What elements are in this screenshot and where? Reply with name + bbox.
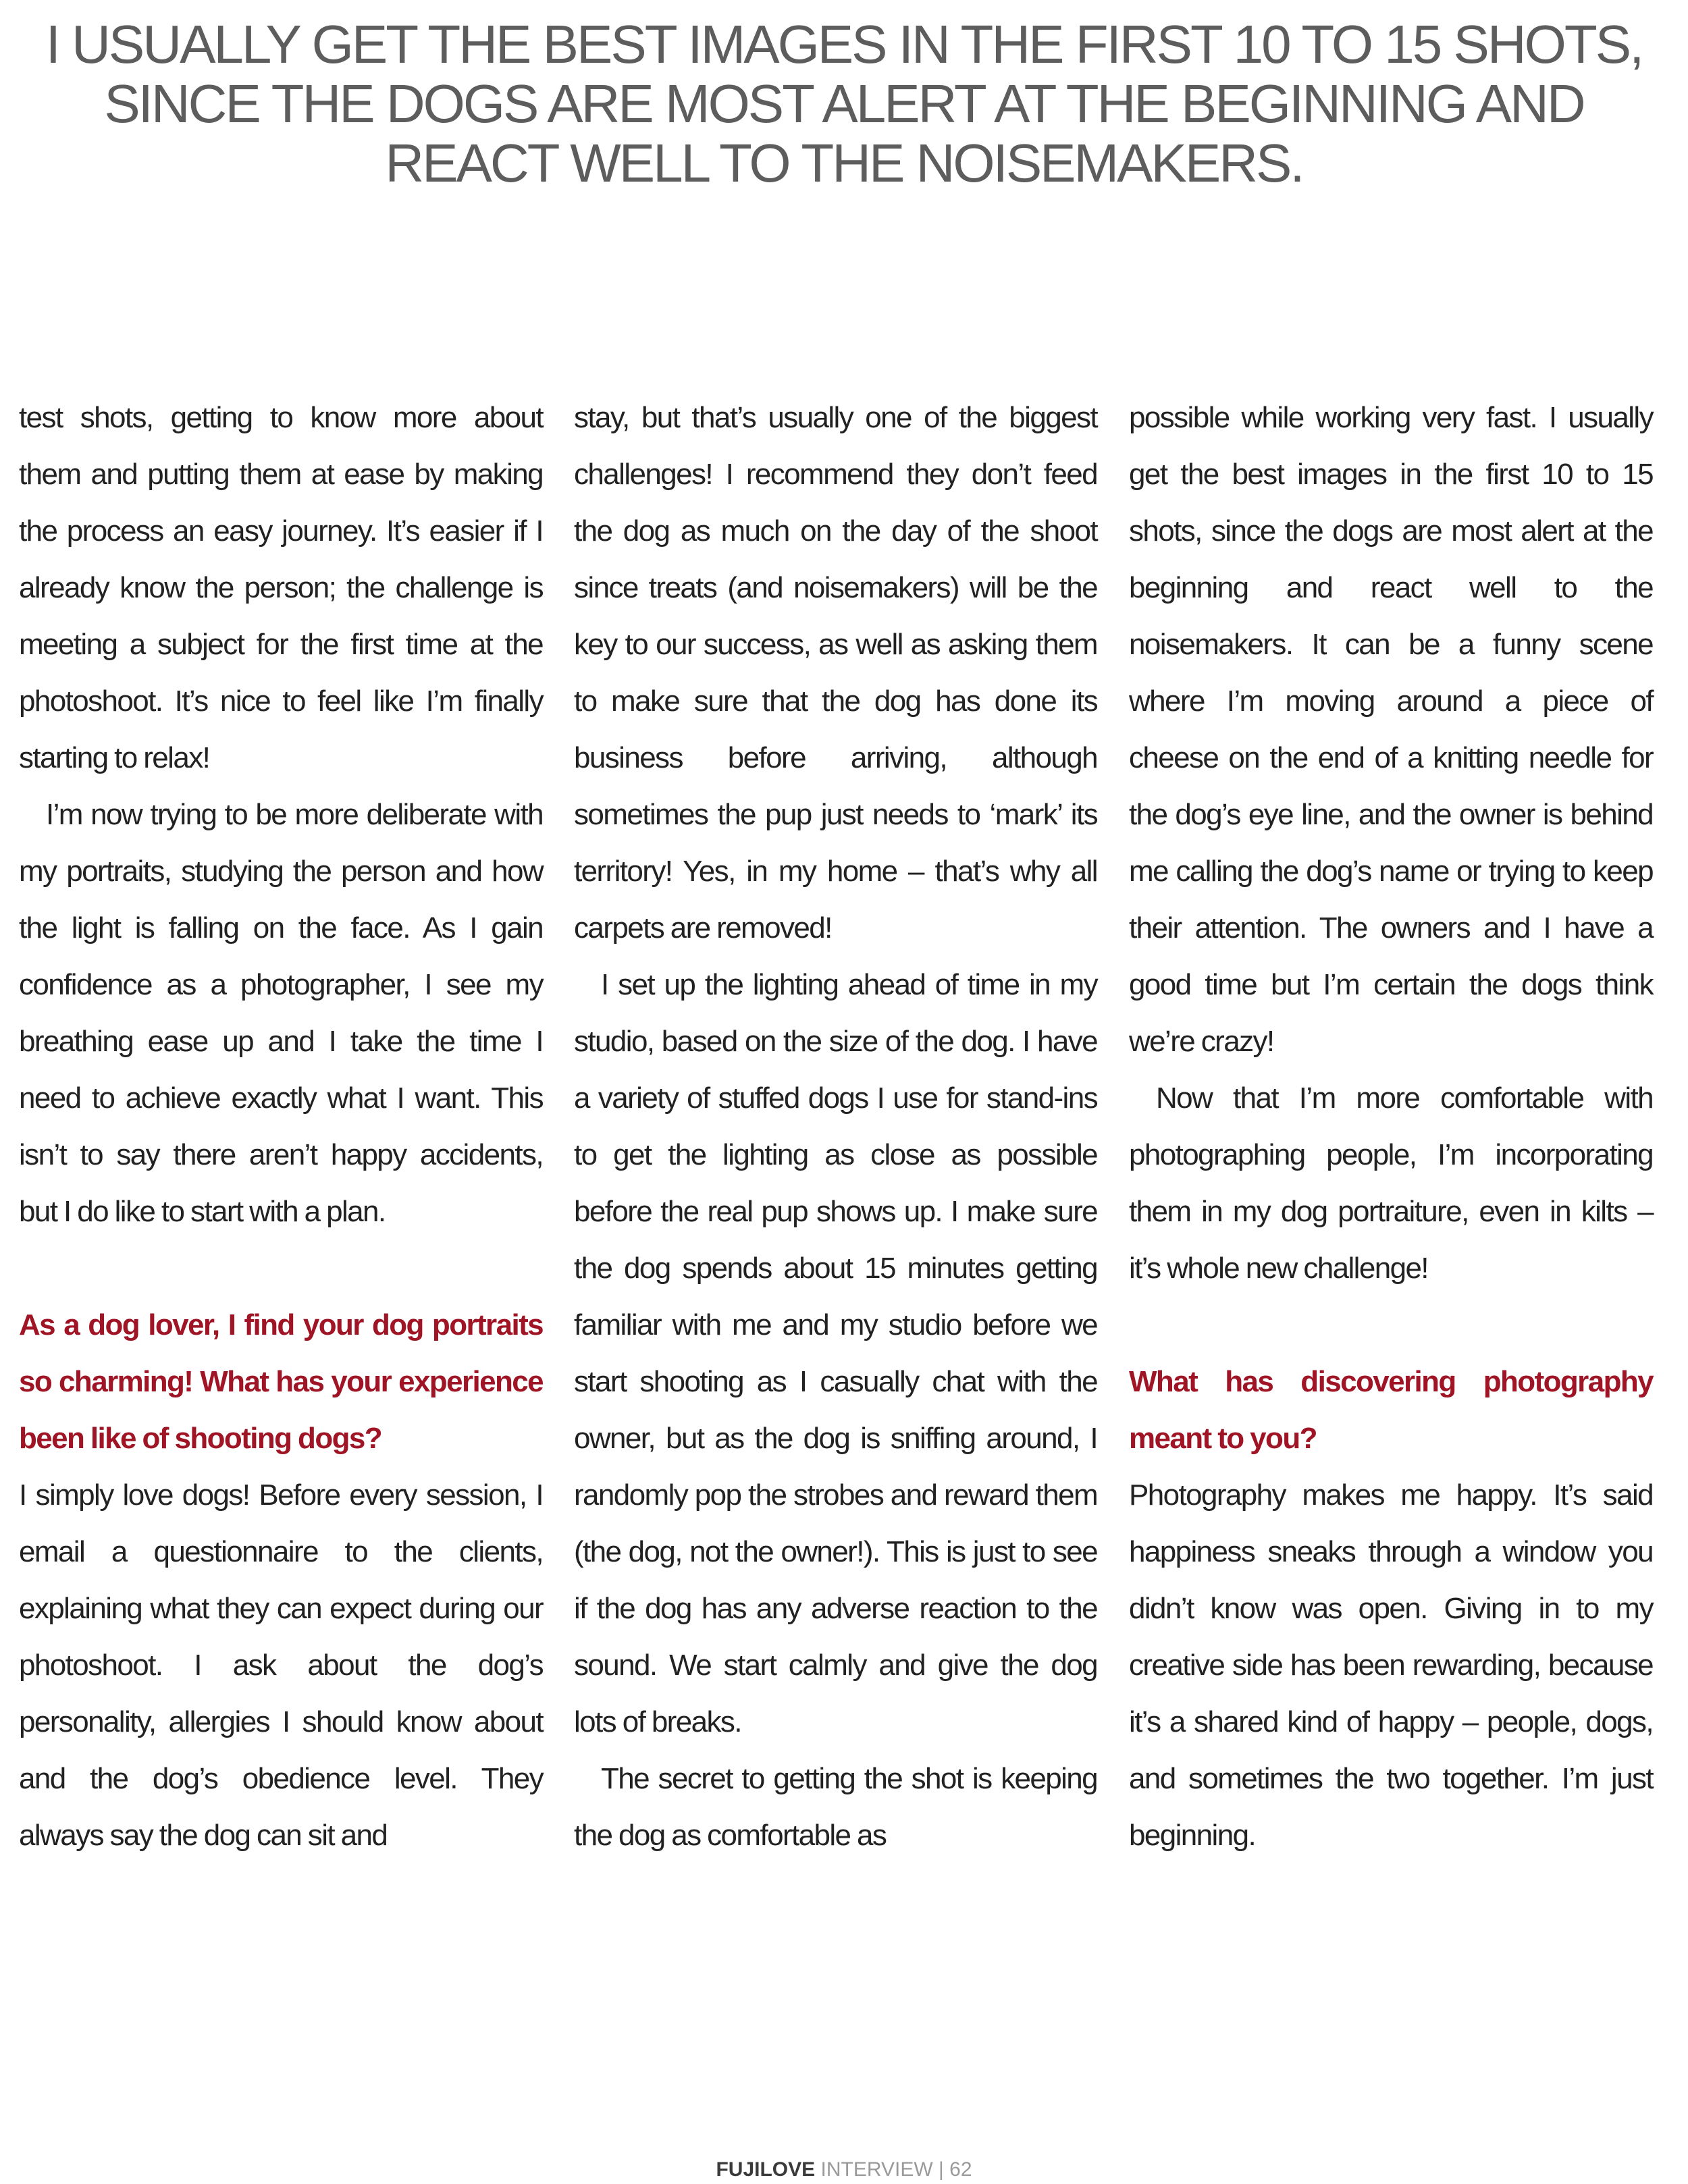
pull-quote: I USUALLY GET THE BEST IMAGES IN THE FIRST 10 TO 15 SHOTS, SINCE THE DOGS ARE MOST ALERT AT THE BEGINNING AND REACT WELL TO THE NOISEMAKERS.: [45, 14, 1643, 193]
spacer: [1129, 1297, 1653, 1354]
article-column-3: [1129, 390, 1653, 1864]
interview-question: As a dog lover, I find your dog portraits so charming! What has your experience been like of shooting dogs?: [19, 1308, 543, 1455]
paragraph: The secret to getting the shot is keeping the dog as comfortable as: [574, 1762, 1097, 1852]
paragraph: I set up the lighting ahead of time in my studio, based on the size of the dog. I have a variety of stuffed dogs I use for stand-ins to get the lighting as close as possible before the real pup shows up. I make sure the dog spends about 15 minutes getting familiar with me and my studio before we start shooting as I casually chat with the owner, but as the dog is sniffing around, I randomly pop the strobes and reward them (the dog, not the owner!). This is just to see if the dog has any adverse reaction to the sound. We start calmly and give the dog lots of breaks.: [574, 968, 1097, 1738]
footer-section: INTERVIEW: [820, 2158, 933, 2181]
footer-separator: |: [939, 2158, 944, 2181]
spacer: [19, 1240, 543, 1297]
paragraph: I simply love dogs! Before every session, I email a questionnaire to the clients, explaining what they can expect during our photoshoot. I ask about the dog’s personality, allergies I should know about and the dog’s obedience level. They always say the dog can sit and: [19, 1479, 543, 1852]
page-number: 62: [949, 2158, 972, 2181]
article-column-2: [574, 390, 1097, 1864]
paragraph: stay, but that’s usually one of the biggest challenges! I recommend they don’t feed the dog as much on the day of the shoot since treats (and noisemakers) will be the key to our success, as well as asking them to make sure that the dog has done its business before arriving, although sometimes the pup just needs to ‘mark’ its territory! Yes, in my home – that’s why all carpets are removed!: [574, 401, 1097, 944]
footer-brand: FUJILOVE: [716, 2158, 816, 2181]
paragraph: possible while working very fast. I usually get the best images in the first 10 to 15 shots, since the dogs are most alert at the beginning and react well to the noisemakers. It can be a funny scene where I’m moving around a piece of cheese on the end of a knitting needle for the dog’s eye line, and the owner is behind me calling the dog’s name or trying to keep their attention. The owners and I have a good time but I’m certain the dogs think we’re crazy!: [1129, 401, 1653, 1058]
paragraph: Photography makes me happy. It’s said happiness sneaks through a window you didn’t know was open. Giving in to my creative side has been rewarding, because it’s a shared kind of happy – people, dogs, and sometimes the two together. I’m just beginning.: [1129, 1479, 1653, 1852]
paragraph: I’m now trying to be more deliberate with my portraits, studying the person and how the light is falling on the face. As I gain confidence as a photographer, I see my breathing ease up and I take the time I need to achieve exactly what I want. This isn’t to say there aren’t happy accidents, but I do like to start with a plan.: [19, 798, 543, 1228]
paragraph: test shots, getting to know more about them and putting them at ease by making the process an easy journey. It’s easier if I already know the person; the challenge is meeting a subject for the first time at the photoshoot. It’s nice to feel like I’m finally starting to relax!: [19, 401, 543, 774]
page-footer: [0, 2158, 1688, 2182]
interview-question: What has discovering photography meant to you?: [1129, 1365, 1653, 1455]
paragraph: Now that I’m more comfortable with photographing people, I’m incorporating them in my dog portraiture, even in kilts – it’s whole new challenge!: [1129, 1082, 1653, 1285]
article-column-1: [19, 390, 543, 1864]
